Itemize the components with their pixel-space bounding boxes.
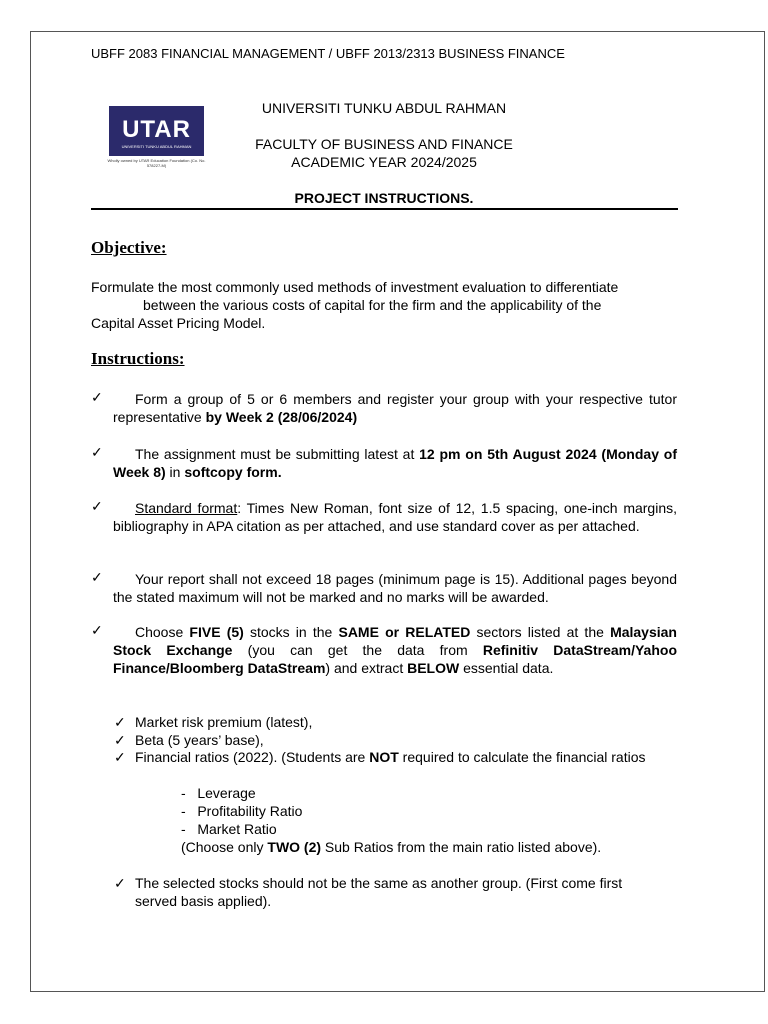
course-header: UBFF 2083 FINANCIAL MANAGEMENT / UBFF 2013/2313 BUSINESS FINANCE: [91, 46, 565, 61]
title-rule: [91, 208, 678, 210]
logo-caption: Wholly owned by UTAR Education Foundation (Co. No. 578227-M): [107, 158, 206, 168]
check-icon: ✓: [91, 622, 103, 638]
instructions-heading: Instructions:: [91, 349, 185, 368]
check-icon: ✓: [91, 569, 103, 585]
utar-logo: [109, 106, 204, 156]
instruction-item-4: Your report shall not exceed 18 pages (minimum page is 15). Additional pages beyond the stated maximum will not be marked and no marks will be awarded.: [113, 571, 677, 605]
check-icon: ✓: [91, 498, 103, 514]
university-name: UNIVERSITI TUNKU ABDUL RAHMAN: [261, 100, 507, 116]
sub-item-selected-stocks: The selected stocks should not be the same as another group. (First come first served basis applied).: [135, 875, 623, 909]
academic-year: ACADEMIC YEAR 2024/2025: [291, 154, 477, 170]
instruction-item-5: Choose FIVE (5) stocks in the SAME or RELATED sectors listed at the Malaysian Stock Exchange (you can get the data from Refinitiv DataStream/Yahoo Finance/Bloomberg DataStream) and extract BELOW essential data.: [113, 624, 677, 676]
instruction-item-1: Form a group of 5 or 6 members and register your group with your respective tutor representative by Week 2 (28/06/2024): [113, 391, 677, 425]
ratio-leverage: - Leverage: [181, 785, 256, 801]
check-icon: ✓: [91, 444, 103, 460]
check-icon: ✓: [114, 714, 126, 730]
choose-note: (Choose only TWO (2) Sub Ratios from the main ratio listed above).: [181, 839, 602, 855]
sub-item-market-risk: Market risk premium (latest),: [135, 714, 313, 730]
objective-line-2: between the various costs of capital for the firm and the applicability of the: [143, 297, 602, 313]
ratio-market: - Market Ratio: [181, 821, 277, 837]
ratio-profitability: - Profitability Ratio: [181, 803, 303, 819]
logo-text: UTAR: [122, 116, 191, 143]
document-title: PROJECT INSTRUCTIONS.: [294, 190, 474, 206]
check-icon: ✓: [91, 389, 103, 405]
check-icon: ✓: [114, 732, 126, 748]
instruction-item-2: The assignment must be submitting latest at 12 pm on 5th August 2024 (Monday of Week 8) in softcopy form.: [113, 446, 677, 480]
sub-item-financial-ratios: Financial ratios (2022). (Students are NOT required to calculate the financial ratios: [135, 749, 646, 765]
check-icon: ✓: [114, 875, 126, 891]
sub-item-beta: Beta (5 years’ base),: [135, 732, 264, 748]
logo-subtitle: UNIVERSITI TUNKU ABDUL RAHMAN: [121, 144, 192, 149]
objective-heading: Objective:: [91, 238, 167, 257]
faculty-name: FACULTY OF BUSINESS AND FINANCE: [255, 136, 513, 152]
objective-line-1: Formulate the most commonly used methods of investment evaluation to differentiate: [91, 279, 619, 295]
objective-text: [91, 278, 677, 332]
instruction-item-3: Standard format: Times New Roman, font size of 12, 1.5 spacing, one-inch margins, bibliography in APA citation as per attached, and use standard cover as per attached.: [113, 500, 678, 534]
objective-line-3: Capital Asset Pricing Model.: [91, 315, 266, 331]
check-icon: ✓: [114, 749, 126, 765]
